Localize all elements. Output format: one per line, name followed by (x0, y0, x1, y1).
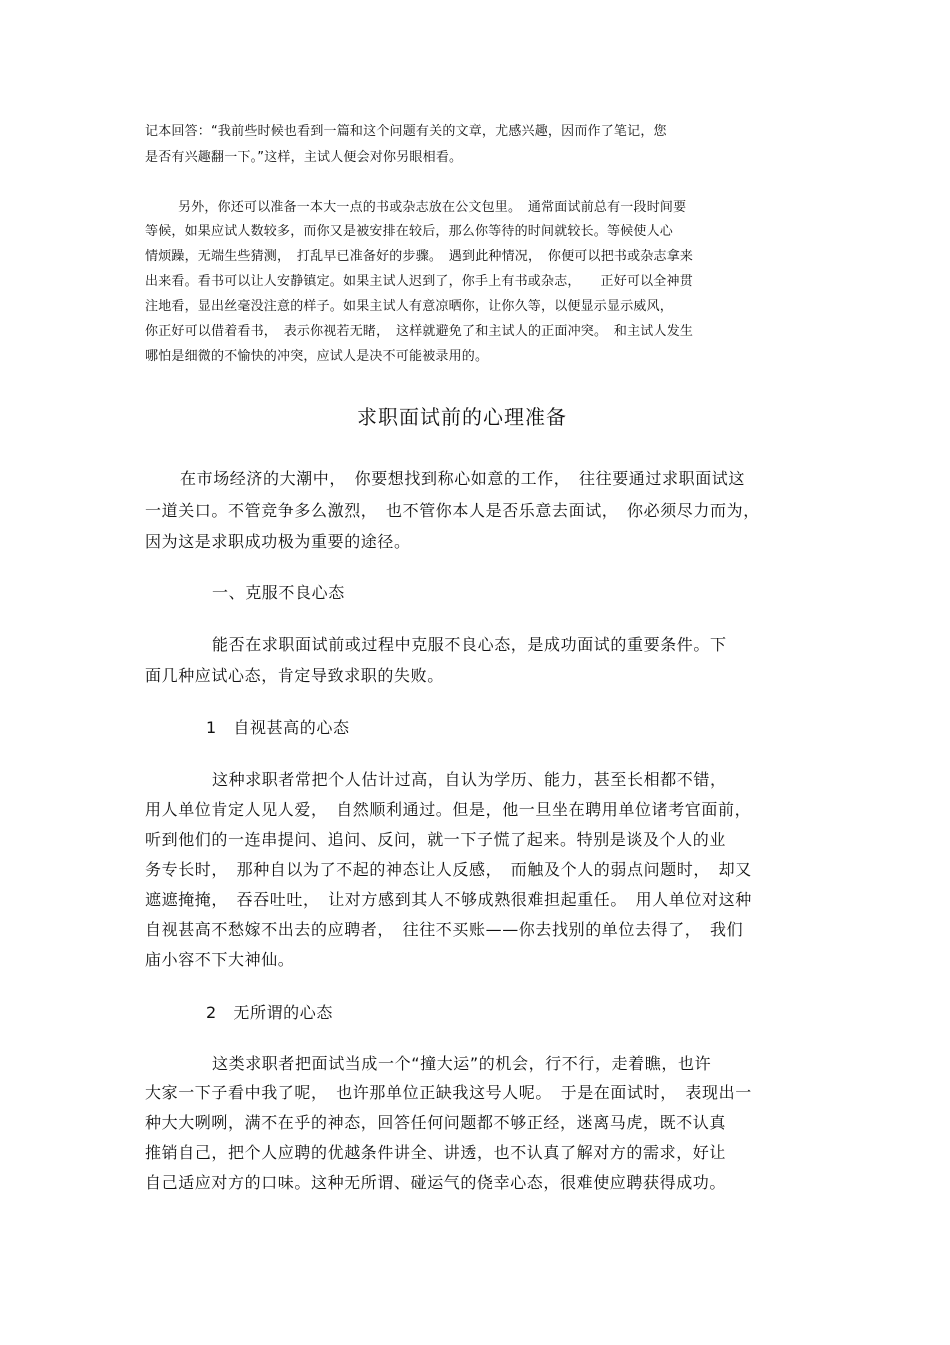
article-p4-line-5: 自己适应对方的口味。这种无所谓、碰运气的侥幸心态，很难使应聘获得成功。 (145, 1173, 727, 1192)
sub-heading-1: 1 自视甚高的心态 (206, 718, 350, 737)
intro-p1-line-1: 记本回答：“我前些时候也看到一篇和这个问题有关的文章，尤感兴趣，因而作了笔记，您 (145, 124, 667, 139)
article-p3-line-1: 这种求职者常把个人估计过高，自认为学历、能力，甚至长相都不错， (212, 770, 727, 789)
intro-p2-line-2: 等候，如果应试人数较多，而你又是被安排在较后，那么你等待的时间就较长。等候使人心 (145, 224, 674, 239)
article-p3-line-4: 务专长时， 那种自以为了不起的神态让人反感， 而触及个人的弱点问题时， 却又 (145, 860, 752, 879)
intro-p2-line-1: 另外，你还可以准备一本大一点的书或杂志放在公文包里。 通常面试前总有一段时间要 (178, 200, 687, 215)
sub-heading-2: 2 无所谓的心态 (206, 1003, 333, 1022)
intro-p2-line-6: 你正好可以借着看书， 表示你视若无睹， 这样就避免了和主试人的正面冲突。 和主试人发生 (145, 324, 694, 339)
article-p4-line-3: 种大大咧咧，满不在乎的神态，回答任何问题都不够正经，迷离马虎，既不认真 (145, 1113, 727, 1132)
article-p3-line-6: 自视甚高不愁嫁不出去的应聘者， 往往不买账——你去找别的单位去得了， 我们 (145, 920, 744, 939)
article-p3-line-7: 庙小容不下大神仙。 (145, 950, 295, 969)
article-p1-line-2: 一道关口。不管竞争多么激烈， 也不管你本人是否乐意去面试， 你必须尽力而为， (145, 501, 760, 520)
intro-p2-line-3: 情烦躁，无端生些猜测， 打乱早已准备好的步骤。 遇到此种情况， 你便可以把书或杂志拿来 (145, 249, 694, 264)
intro-p2-line-5: 注地看，显出丝毫没注意的样子。如果主试人有意凉晒你，让你久等，以便显示显示威风， (145, 299, 674, 314)
section-heading-1: 一、克服不良心态 (212, 583, 345, 602)
article-p4-line-4: 推销自己，把个人应聘的优越条件讲全、讲透，也不认真了解对方的需求，好让 (145, 1143, 727, 1162)
article-p4-line-1: 这类求职者把面试当成一个“撞大运”的机会，行不行，走着瞧，也许 (212, 1054, 712, 1073)
article-p3-line-5: 遮遮掩掩， 吞吞吐吐， 让对方感到其人不够成熟很难担起重任。 用人单位对这种 (145, 890, 752, 909)
article-p3-line-2: 用人单位肯定人见人爱， 自然顺利通过。但是，他一旦坐在聘用单位诸考官面前， (145, 800, 752, 819)
article-p1-line-3: 因为这是求职成功极为重要的途径。 (145, 532, 411, 551)
article-p3-line-3: 听到他们的一连串提问、追问、反问，就一下子慌了起来。特别是谈及个人的业 (145, 830, 727, 849)
article-title: 求职面试前的心理准备 (357, 405, 567, 429)
intro-p2-line-7: 哪怕是细微的不愉快的冲突，应试人是决不可能被录用的。 (145, 349, 489, 364)
article-p4-line-2: 大家一下子看中我了呢， 也许那单位正缺我这号人呢。 于是在面试时， 表现出一 (145, 1083, 752, 1102)
article-p2-line-2: 面几种应试心态，肯定导致求职的失败。 (145, 666, 444, 685)
article-p1-line-1: 在市场经济的大潮中， 你要想找到称心如意的工作， 往往要通过求职面试这 (180, 469, 746, 488)
intro-p2-line-4: 出来看。看书可以让人安静镇定。如果主试人迟到了，你手上有书或杂志， 正好可以全神贯 (145, 274, 693, 289)
article-p2-line-1: 能否在求职面试前或过程中克服不良心态，是成功面试的重要条件。下 (212, 635, 727, 654)
intro-p1-line-2: 是否有兴趣翻一下。”这样，主试人便会对你另眼相看。 (145, 150, 463, 165)
